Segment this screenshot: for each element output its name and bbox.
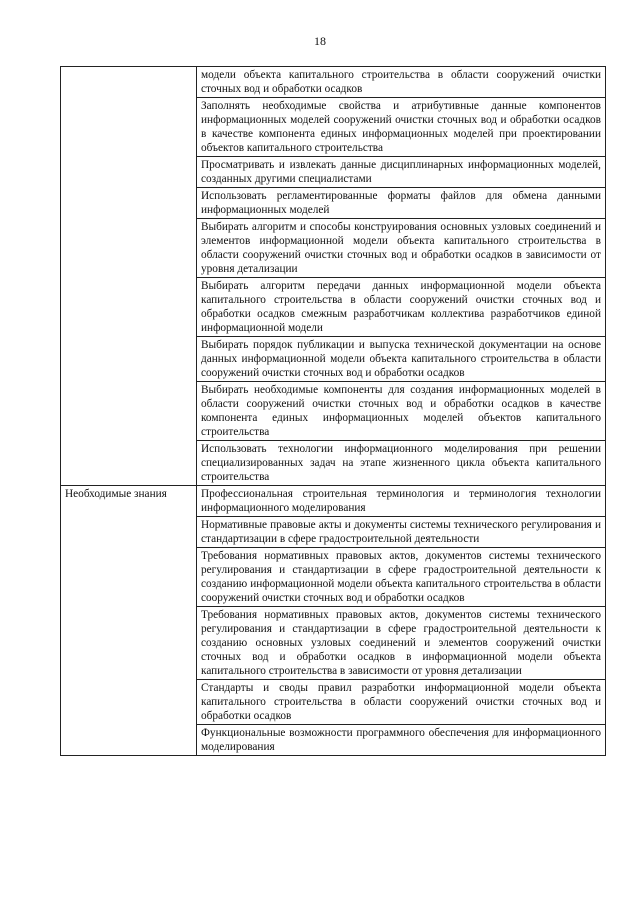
skills-label-cell-empty — [61, 67, 197, 486]
skill-item: Выбирать порядок публикации и выпуска технической документации на основе данных информационной модели объекта капитального строительства в области сооружений очистки сточных вод и обработки осадков — [197, 337, 606, 382]
knowledge-item: Профессиональная строительная терминология и терминология технологии информационного моделирования — [197, 486, 606, 517]
skill-item: Просматривать и извлекать данные дисциплинарных информационных моделей, созданных другими специалистами — [197, 157, 606, 188]
knowledge-label: Необходимые знания — [61, 486, 197, 756]
knowledge-item: Стандарты и своды правил разработки информационной модели объекта капитального строительства в области сооружений очистки сточных вод и обработки осадков — [197, 680, 606, 725]
skill-item: Использовать регламентированные форматы файлов для обмена данными информационных моделей — [197, 188, 606, 219]
table-row — [61, 486, 606, 517]
skill-item: модели объекта капитального строительства в области сооружений очистки сточных вод и обработки осадков — [197, 67, 606, 98]
knowledge-item: Требования нормативных правовых актов, документов системы технического регулирования и стандартизации в сфере градостроительной деятельности к созданию основных узловых соединений и элементов сооружений очистки сточных вод и обработки осадков в информационной модели объекта капитального строительства в зависимости от уровня детализации — [197, 607, 606, 680]
skill-item: Выбирать необходимые компоненты для создания информационных моделей в области сооружений очистки сточных вод и обработки осадков в качестве компонента единых информационных моделей объектов капитального строительства — [197, 382, 606, 441]
skill-item: Выбирать алгоритм и способы конструирования основных узловых соединений и элементов информационной модели объекта капитального строительства в области сооружений очистки сточных вод и обработки осадков в зависимости от уровня детализации — [197, 219, 606, 278]
skill-item: Использовать технологии информационного моделирования при решении специализированных задач на этапе жизненного цикла объекта капитального строительства — [197, 441, 606, 486]
skill-item: Выбирать алгоритм передачи данных информационной модели объекта капитального строительства в области сооружений очистки сточных вод и обработки осадков смежным разработчикам коллектива разработчиков единой информационной модели — [197, 278, 606, 337]
knowledge-item: Требования нормативных правовых актов, документов системы технического регулирования и стандартизации в сфере градостроительной деятельности к созданию информационной модели объекта капитального строительства в области сооружений очистки сточных вод и обработки осадков — [197, 548, 606, 607]
knowledge-item: Функциональные возможности программного обеспечения для информационного моделирования — [197, 725, 606, 756]
skill-item: Заполнять необходимые свойства и атрибутивные данные компонентов информационных моделей сооружений очистки сточных вод и обработки осадков в качестве компонента единых информационных моделей при проектировании объектов капитального строительства — [197, 98, 606, 157]
table-row — [61, 67, 606, 98]
knowledge-item: Нормативные правовые акты и документы системы технического регулирования и стандартизации в сфере градостроительной деятельности — [197, 517, 606, 548]
competency-table — [60, 66, 606, 756]
page-number: 18 — [314, 34, 326, 48]
